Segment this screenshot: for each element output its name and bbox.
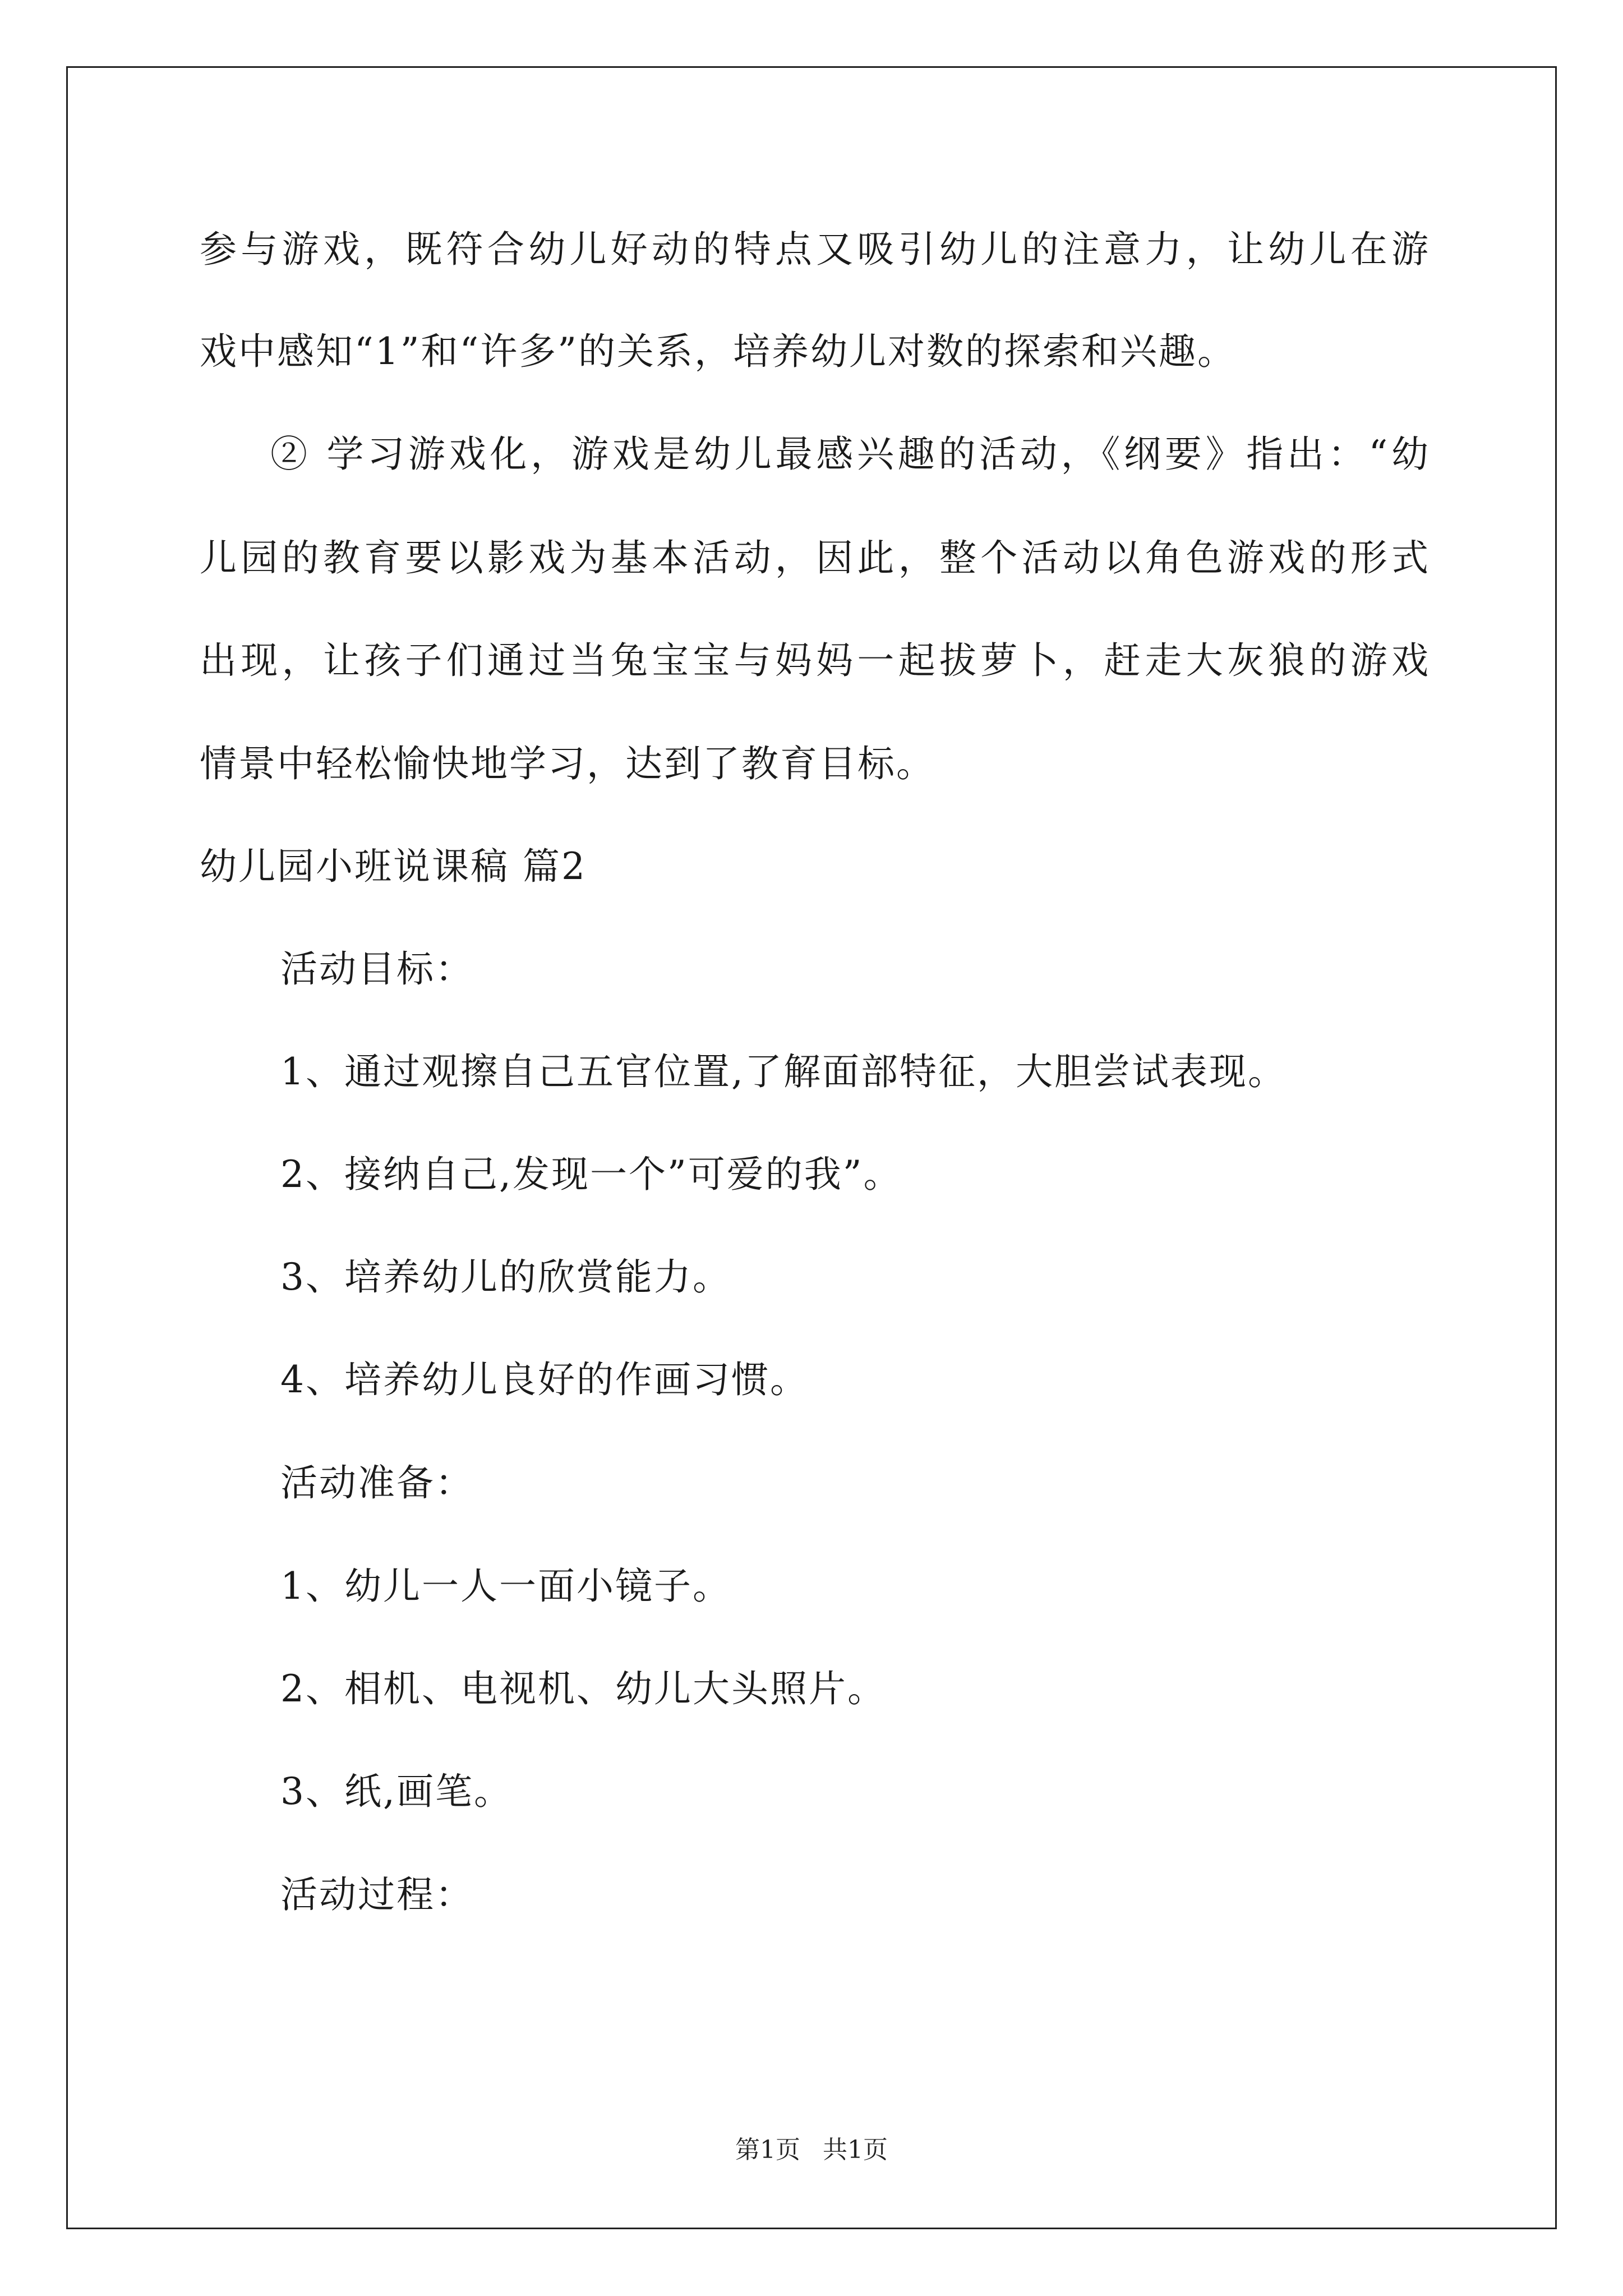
page-number-total: 共1页 — [823, 2136, 888, 2164]
section-heading: 幼儿园小班说课稿 篇2 — [200, 845, 587, 888]
paragraph-line: 出现，让孩子们通过当兔宝宝与妈妈一起拔萝卜，赶走大灰狼的游戏 — [200, 639, 1430, 682]
paragraph-line: 参与游戏，既符合幼儿好动的特点又吸引幼儿的注意力，让幼儿在游 — [200, 228, 1430, 271]
list-item: 4、培养幼儿良好的作画习惯。 — [280, 1358, 809, 1401]
page-footer — [0, 2134, 1623, 2166]
list-item: 2、相机、电视机、幼儿大头照片。 — [280, 1667, 886, 1710]
list-item: 3、纸,画笔。 — [280, 1770, 513, 1813]
subheading-process: 活动过程： — [280, 1873, 474, 1916]
list-item: 3、培养幼儿的欣赏能力。 — [280, 1255, 731, 1299]
subheading-goals: 活动目标： — [280, 947, 474, 991]
list-item: 1、幼儿一人一面小镜子。 — [280, 1565, 731, 1608]
paragraph-line: 儿园的教育要以影戏为基本活动，因此，整个活动以角色游戏的形式 — [200, 536, 1430, 579]
paragraph-line: 戏中感知“1”和“许多”的关系，培养幼儿对数的探索和兴趣。 — [200, 330, 1236, 373]
paragraph-line: 情景中轻松愉快地学习，达到了教育目标。 — [200, 742, 935, 785]
paragraph-line: ② 学习游戏化，游戏是幼儿最感兴趣的活动，《纲要》指出：“幼 — [270, 432, 1430, 476]
list-item: 2、接纳自己,发现一个”可爱的我”。 — [280, 1153, 902, 1196]
page-number-current: 第1页 — [735, 2136, 800, 2164]
subheading-preparation: 活动准备： — [280, 1461, 474, 1504]
list-item: 1、通过观擦自己五官位置,了解面部特征，大胆尝试表现。 — [280, 1050, 1287, 1093]
